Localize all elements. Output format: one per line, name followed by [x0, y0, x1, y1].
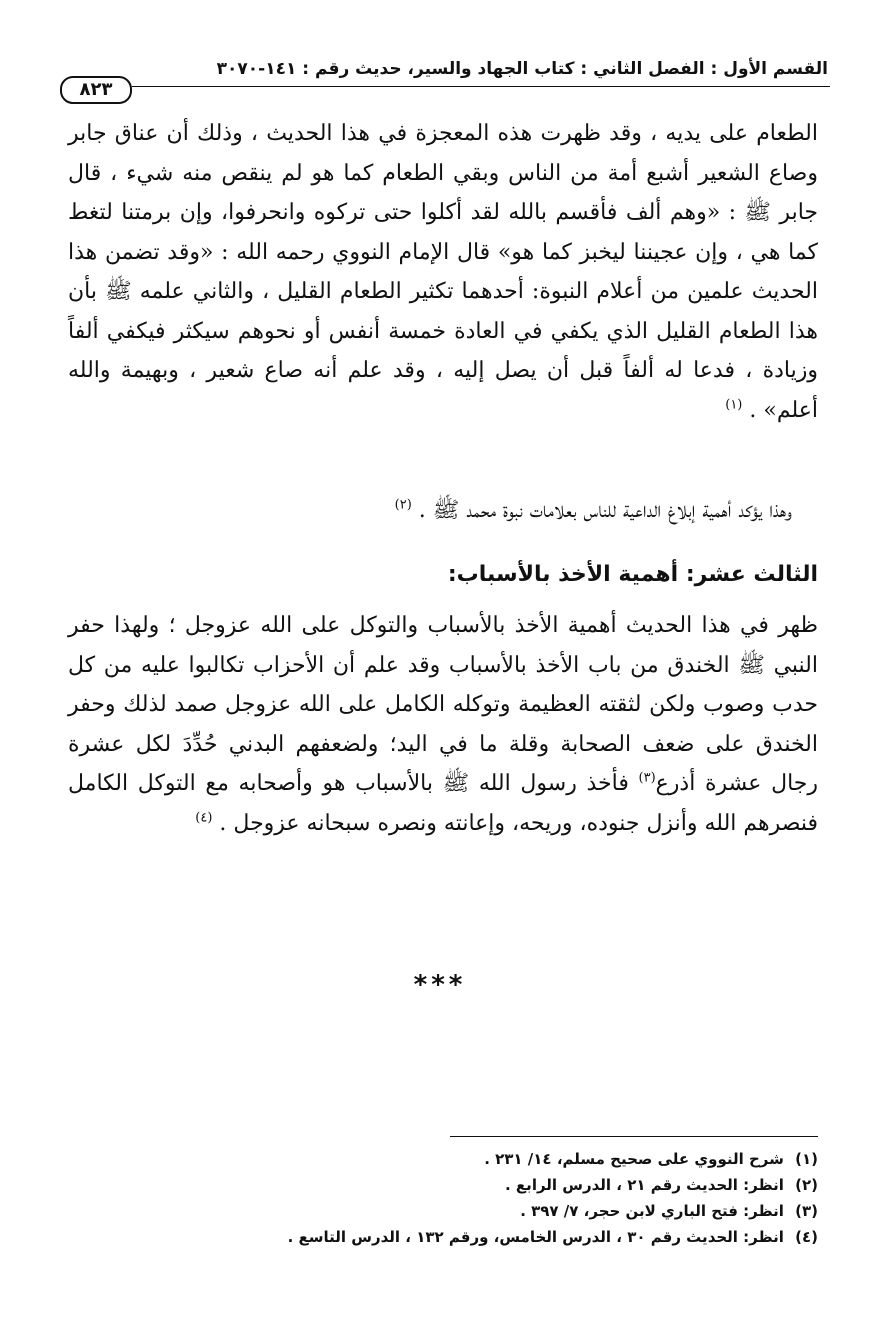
paragraph-3-text-a: ظهر في هذا الحديث أهمية الأخذ بالأسباب والتوكل على الله عزوجل ؛ ولهذا حفر النبي ﷺ الخندق من باب الأخذ بالأسباب وقد علم أن الأحزاب تكالبوا عليه من كل حدب وصوب ولكن لثقته العظيمة وتوكله الكامل على الله عزوجل صمد لذلك وحفر الخندق على ضعف الصحابة وقلة ما في اليد؛ ولضعفهم البدني حُدِّدَ لكل عشرة رجال عشرة أذرع: [68, 613, 818, 796]
section-separator: ***: [413, 970, 467, 1000]
paragraph-2-text: وهذا يؤكد أهمية إبلاغ الداعية للناس بعلامات نبوة محمد ﷺ .: [418, 498, 792, 523]
footnote-text: انظر: فتح الباري لابن حجر، ٧/ ٣٩٧ .: [520, 1202, 784, 1220]
footnote-number: (٢): [795, 1176, 818, 1194]
footnote-3: [58, 1198, 818, 1224]
footnote-text: شرح النووي على صحيح مسلم، ١٤/ ٢٣١ .: [484, 1150, 784, 1168]
paragraph-1: [68, 114, 818, 430]
paragraph-1-text: الطعام على يديه ، وقد ظهرت هذه المعجزة في هذا الحديث ، وذلك أن عناق جابر وصاع الشعير أشبع أمة من الناس وبقي الطعام كما هو لم ينقص منه شيء ، قال جابر ﷺ : «وهم ألف فأقسم بالله لقد أكلوا حتى تركوه وانحرفوا، وإن برمتنا لتغط كما هي ، وإن عجيننا ليخبز كما هو» قال الإمام النووي رحمه الله : «وقد تضمن هذا الحديث علمين من أعلام النبوة: أحدهما تكثير الطعام القليل ، والثاني علمه ﷺ بأن هذا الطعام القليل الذي يكفي في العادة خمسة أنفس أو نحوهم سيكثر فيكفي ألفاً وزيادة ، فدعا له ألفاً قبل أن يصل إليه ، وقد علم أنه صاع شعير ، وبهيمة والله أعلم» .: [68, 121, 818, 423]
footnote-text: انظر: الحديث رقم ٣٠ ، الدرس الخامس، ورقم ١٣٢ ، الدرس التاسع .: [287, 1228, 784, 1246]
footnote-number: (١): [795, 1150, 818, 1168]
header-rule: [132, 86, 830, 87]
footnote-ref-2: (٢): [394, 497, 412, 513]
page-number-badge: ٨٢٣: [60, 76, 132, 104]
footnote-ref-1: (١): [725, 397, 743, 413]
footnote-4: [58, 1224, 818, 1250]
footnotes-list: [58, 1146, 818, 1250]
footnote-number: (٣): [795, 1202, 818, 1220]
running-header: القسم الأول : الفصل الثاني : كتاب الجهاد والسير، حديث رقم : ١٤١-٣٠٧٠: [216, 59, 828, 79]
footnote-text: انظر: الحديث رقم ٢١ ، الدرس الرابع .: [505, 1176, 784, 1194]
footnote-ref-4: (٤): [195, 810, 213, 826]
footnote-rule: [450, 1136, 818, 1137]
paragraph-3: [68, 606, 818, 843]
footnote-2: [58, 1172, 818, 1198]
section-heading: الثالث عشر: أهمية الأخذ بالأسباب:: [447, 562, 818, 587]
paragraph-2: [72, 491, 792, 531]
footnote-number: (٤): [795, 1228, 818, 1246]
paragraph-3-text-b: فأخذ رسول الله ﷺ بالأسباب هو وأصحابه مع التوكل الكامل فنصرهم الله وأنزل جنوده، وريحه، وإعانته ونصره سبحانه عزوجل .: [68, 771, 818, 836]
footnote-ref-3: (٣): [638, 770, 656, 786]
footnote-1: [58, 1146, 818, 1172]
